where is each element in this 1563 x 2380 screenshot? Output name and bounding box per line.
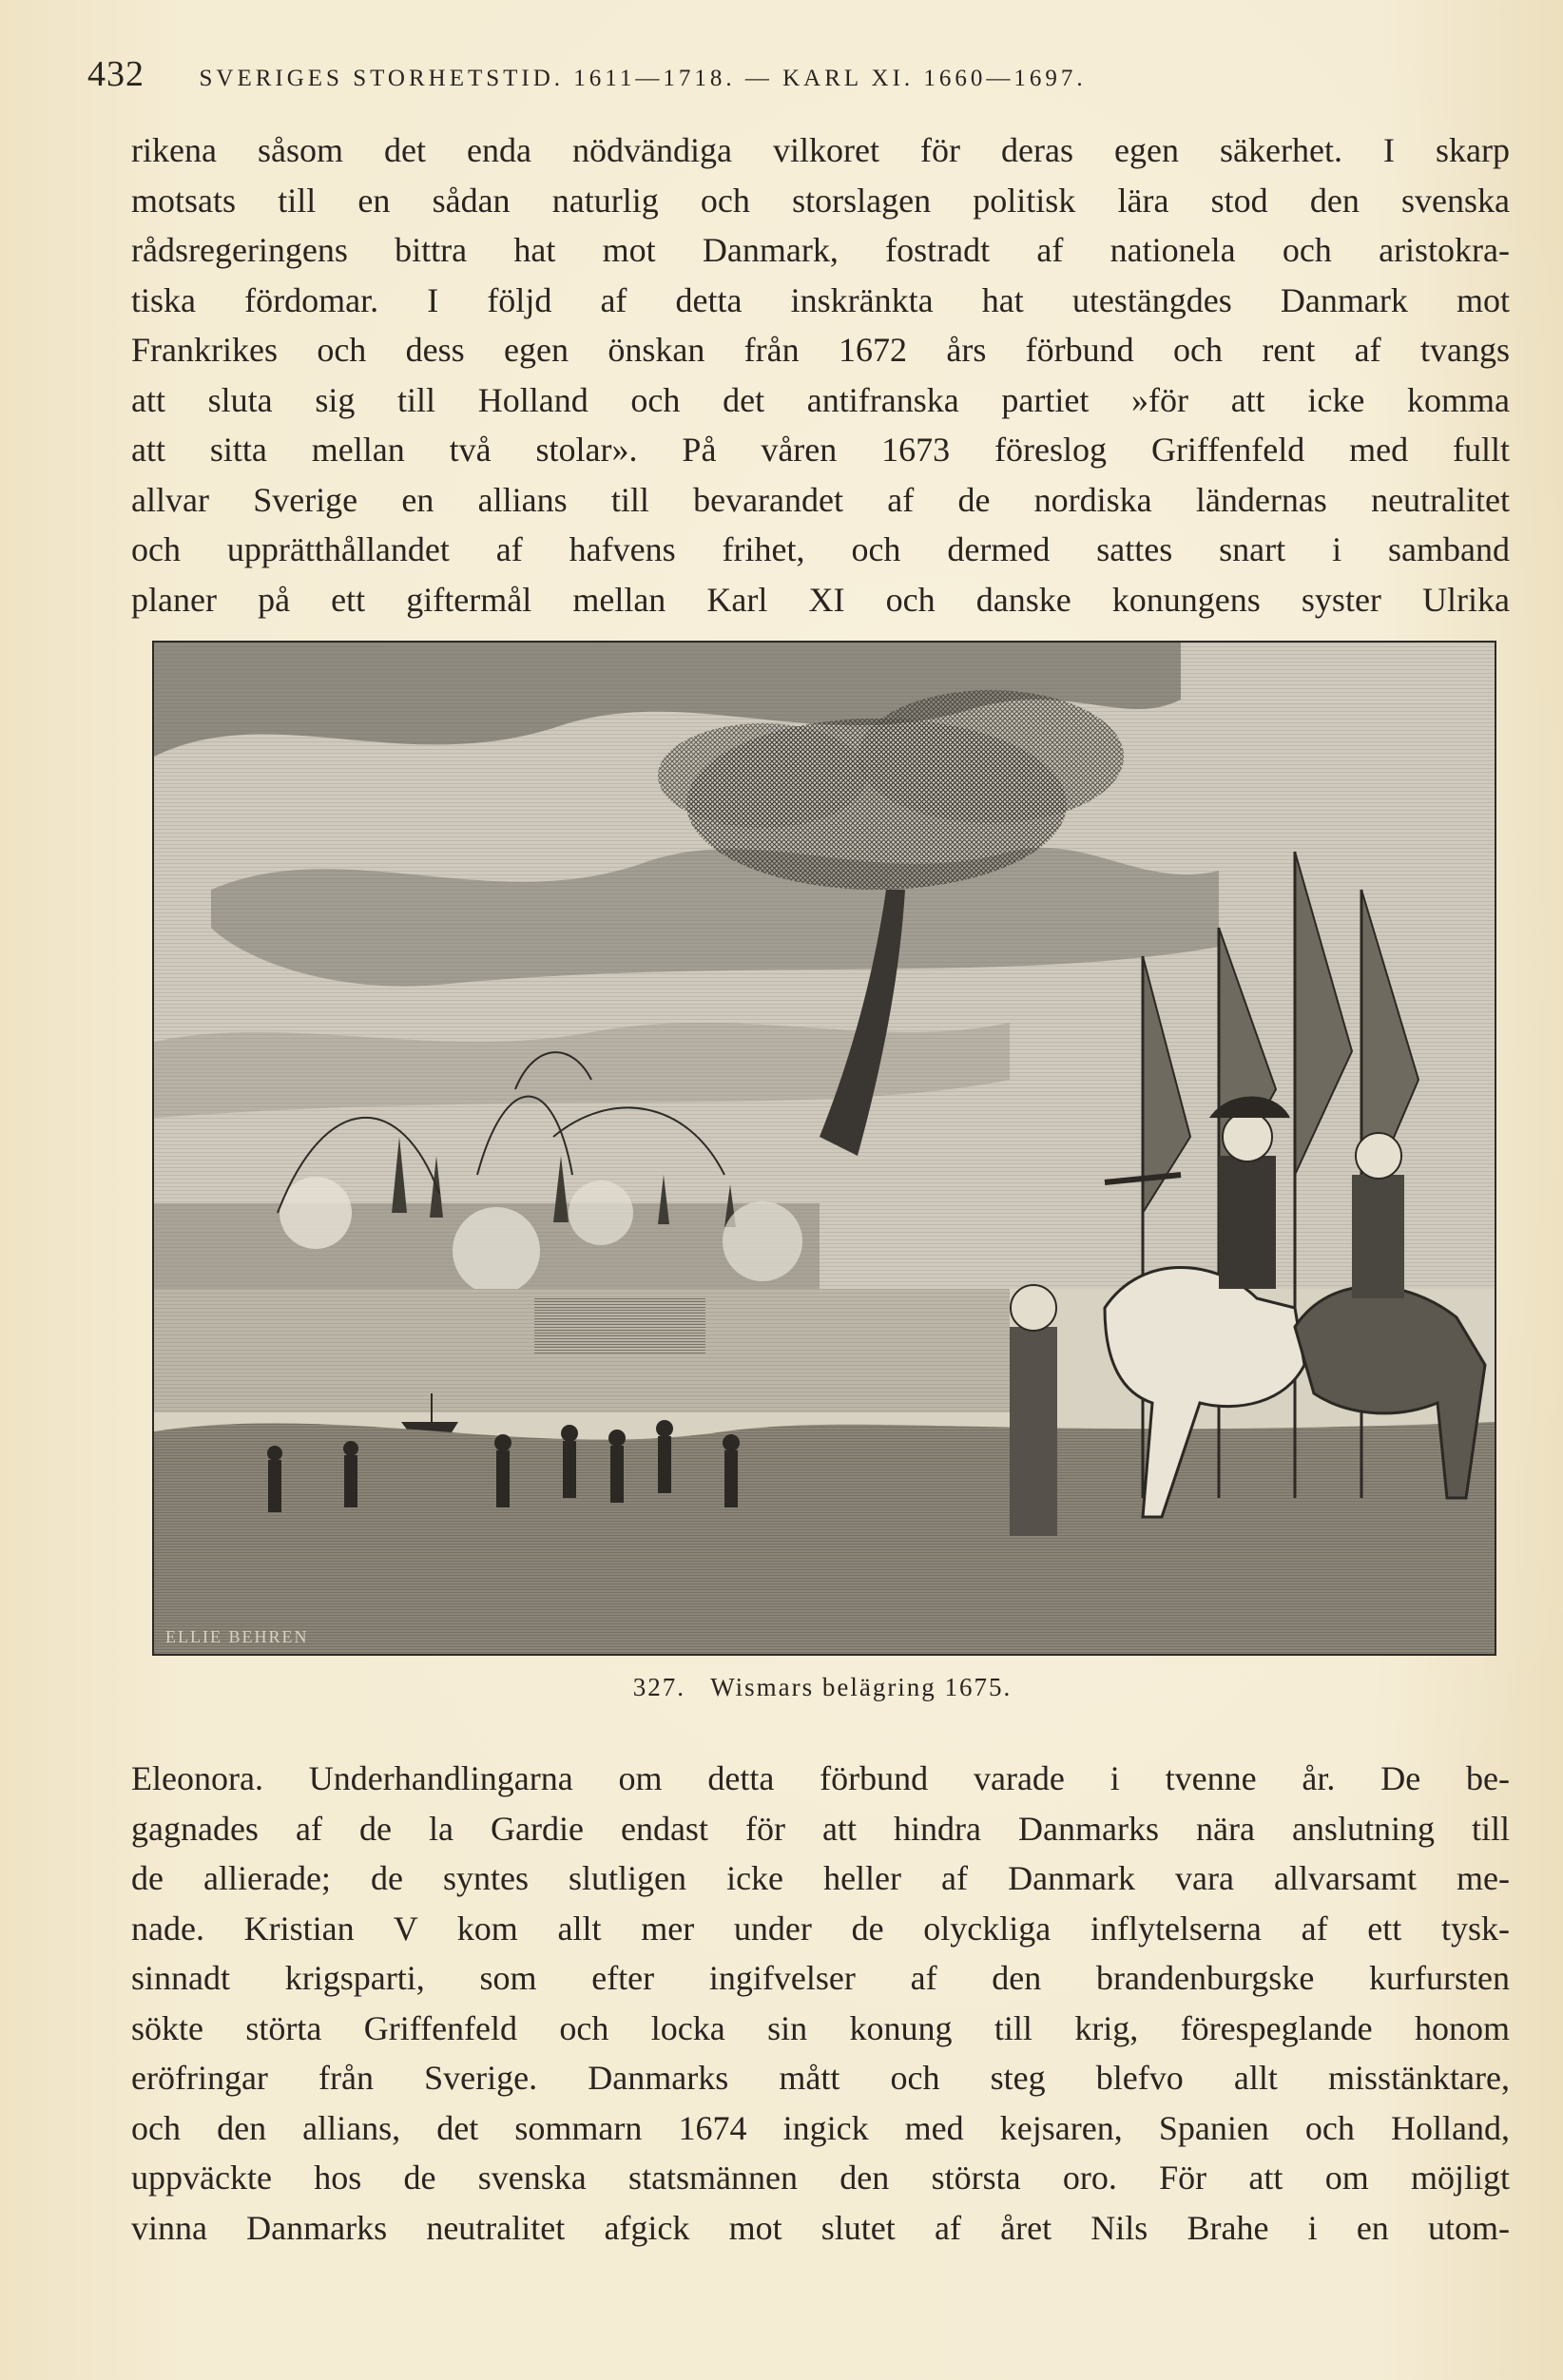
running-header [87, 53, 1514, 101]
figure-caption-text: Wismars belägring 1675. [710, 1673, 1013, 1701]
text-line: tiska fördomar. I följd af detta inskränkta hat utestängdes Danmark mot [131, 280, 1510, 319]
text-line: att sluta sig till Holland och det antifranska partiet »för att icke komma [131, 380, 1510, 419]
paragraph-top [131, 125, 1510, 624]
page-number: 432 [87, 54, 145, 94]
text-line: uppväckte hos de svenska statsmännen den största oro. För att om möjligt [131, 2159, 1510, 2197]
text-line: rådsregeringens bittra hat mot Danmark, fostradt af nationela och aristokra- [131, 231, 1510, 269]
artist-signature: ELLIE BEHREN [165, 1627, 309, 1646]
text-line: sökte störta Griffenfeld och locka sin konung till krig, förespeglande honom [131, 2008, 1510, 2047]
figure-caption [152, 1673, 1493, 1702]
text-line: planer på ett giftermål mellan Karl XI och danske konungens syster Ulrika [131, 580, 1510, 619]
text-line: och den allians, det sommarn 1674 ingick med kejsaren, Spanien och Holland, [131, 2108, 1510, 2147]
figure-number: 327. [632, 1673, 685, 1701]
engraving-illustration [154, 643, 1495, 1654]
text-line: Eleonora. Underhandlingarna om detta förbund varade i tvenne år. De be- [131, 1759, 1510, 1797]
text-line: nade. Kristian V kom allt mer under de olyckliga inflytelserna af ett tysk- [131, 1909, 1510, 1948]
text-line: rikena såsom det enda nödvändiga vilkoret för deras egen säkerhet. I skarp [131, 131, 1510, 169]
text-line: allvar Sverige en allians till bevarandet af de nordiska ländernas neutralitet [131, 480, 1510, 519]
text-line: vinna Danmarks neutralitet afgick mot slutet af året Nils Brahe i en utom- [131, 2208, 1510, 2247]
text-line: de allierade; de syntes slutligen icke heller af Danmark vara allvarsamt me- [131, 1859, 1510, 1897]
text-line: sinnadt krigsparti, som efter ingifvelser af den brandenburgske kurfursten [131, 1959, 1510, 1997]
text-line: motsats till en sådan naturlig och storslagen politisk lära stod den svenska [131, 181, 1510, 220]
text-line: eröfringar från Sverige. Danmarks mått och steg blefvo allt misstänktare, [131, 2059, 1510, 2097]
text-line: att sitta mellan två stolar». På våren 1673 föreslog Griffenfeld med fullt [131, 431, 1510, 469]
paragraph-bottom [131, 1754, 1510, 2253]
text-line: gagnades af de la Gardie endast för att hindra Danmarks nära anslutning till [131, 1809, 1510, 1848]
text-line: Frankrikes och dess egen önskan från 1672 års förbund och rent af tvangs [131, 331, 1510, 369]
running-title: SVERIGES STORHETSTID. 1611—1718. — KARL XI. 1660—1697. [199, 66, 1087, 91]
engraving-wismar-siege [152, 641, 1496, 1656]
text-line: och upprätthållandet af hafvens frihet, och dermed sattes snart i samband [131, 530, 1510, 568]
